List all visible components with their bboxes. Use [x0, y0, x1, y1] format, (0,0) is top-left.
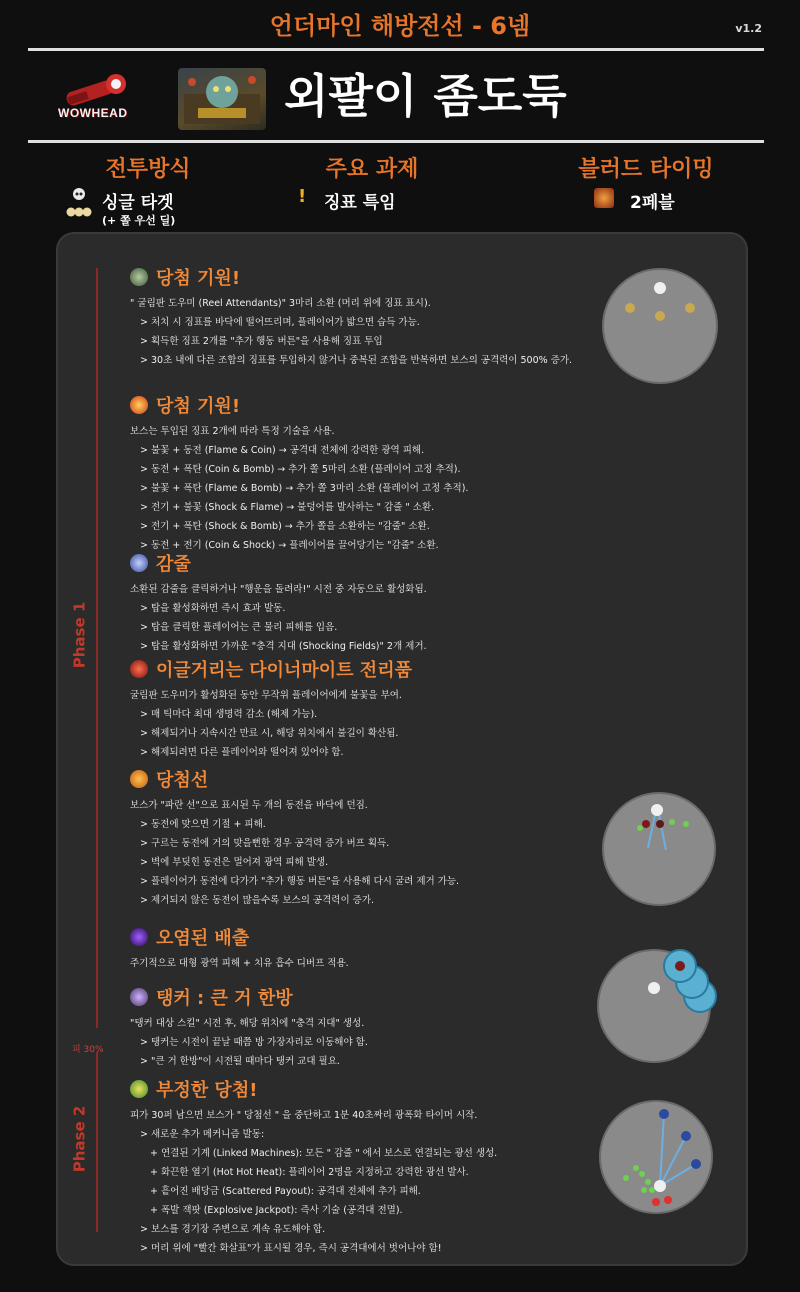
line: > 플레이어가 동전에 다가가 "추가 행동 버튼"을 사용해 다시 굴려 제거 가능. [140, 876, 460, 887]
section-rigged-jackpot [130, 1076, 497, 1258]
line: 소환된 감줄을 클릭하거나 "행운을 돌려라!" 시전 중 자동으로 활성화됨. [130, 584, 427, 595]
section-token-combos [130, 392, 468, 555]
line: > 동전 + 전기 (Coin & Shock) → 플레이어를 끌어당기는 "감줄" 소환. [140, 540, 439, 551]
boss-marker [648, 982, 660, 994]
attendant-marker [625, 303, 635, 313]
combat-style-value: 싱글 타겟 [102, 193, 174, 213]
line: > 머리 위에 "빨간 화살표"가 표시될 경우, 즉시 공격대에서 벗어나야 함! [140, 1243, 442, 1254]
line: > 해제되거나 지속시간 만료 시, 해당 위치에서 불길이 확산됨. [140, 728, 399, 739]
section-title: 이글거리는 다이너마이트 전리품 [156, 660, 412, 681]
line: > 보스를 경기장 주변으로 계속 유도해야 함. [140, 1224, 326, 1235]
attendant-marker [685, 303, 695, 313]
line: > 탑을 활성화하면 가까운 "충격 지대 (Shocking Fields)" 2개 제거. [140, 641, 427, 652]
boss-portrait [178, 68, 266, 130]
phase2-label: Phase 2 [70, 1105, 89, 1173]
blood-timing-heading: 블러드 타이밍 [578, 157, 714, 182]
header-divider [28, 140, 764, 143]
line: > 구르는 동전에 거의 맞을뻔한 경우 공격력 증가 버프 획득. [140, 838, 390, 849]
exhaust-icon [130, 928, 148, 946]
line: > 벽에 부딪힌 동전은 멀어져 광역 피해 발생. [140, 857, 329, 868]
section-title: 탱커 : 큰 거 한방 [156, 988, 293, 1009]
line: 피가 30퍼 남으면 보스가 " 당첨선 " 을 중단하고 1분 40초짜리 광폭화 타이머 시작. [130, 1110, 478, 1121]
line: + 화끈한 열기 (Hot Hot Heat): 플레이어 2명을 지정하고 강력한 광선 발사. [150, 1167, 469, 1178]
line: 주기적으로 대형 광역 피해 + 치유 흡수 디버프 적용. [130, 958, 349, 969]
jackpot-icon [130, 1080, 148, 1098]
line: + 폭발 잭팟 (Explosive Jackpot): 즉사 기술 (공격대 전멸). [150, 1205, 403, 1216]
line: > 불꽃 + 동전 (Flame & Coin) → 공격대 전체에 강력한 광역 피해. [140, 445, 425, 456]
coin-icon [130, 770, 148, 788]
bloodlust-icon [594, 188, 614, 208]
combat-style-heading: 전투방식 [105, 157, 191, 182]
coin-line-diagram [600, 790, 718, 908]
combat-style-subnote: (+ 쫄 우선 딜) [102, 214, 176, 227]
section-title: 당첨선 [156, 770, 209, 791]
section-title: 당첨 기원! [156, 396, 241, 417]
wowhead-logo [58, 72, 138, 126]
version-label: v1.2 [735, 22, 762, 35]
attendant-marker [655, 311, 665, 321]
line: + 흩어진 배당금 (Scattered Payout): 공격대 전체에 추가 피해. [150, 1186, 421, 1197]
section-tank-big-hit [130, 984, 368, 1071]
line: > 동전 + 폭탄 (Coin & Bomb) → 추가 쫄 5마리 소환 (플레이어 고정 추적). [140, 464, 461, 475]
reel-attendant-icon [130, 268, 148, 286]
line: > 해제되려면 다른 플레이어와 떨어져 있어야 함. [140, 747, 344, 758]
line: > 불꽃 + 폭탄 (Flame & Bomb) → 추가 쫄 3마리 소환 (플레이어 고정 추적). [140, 483, 469, 494]
reel-summon-diagram [600, 266, 720, 386]
exclamation-icon: ! [298, 186, 307, 207]
tank-hit-diagram [596, 946, 720, 1066]
section-dynamite-loot [130, 656, 412, 762]
line: > 30초 내에 다른 조합의 징표를 투입하지 않거나 중복된 조합을 반복하면 보스의 공격력이 500% 증가. [140, 355, 573, 366]
section-coin-line [130, 766, 459, 910]
top-divider [28, 48, 764, 51]
dynamite-icon [130, 660, 148, 678]
line: > 제거되지 않은 동전이 많을수록 보스의 공격력이 증가. [140, 895, 375, 906]
line: 굴림판 도우미가 활성화된 동안 무작위 플레이어에게 불꽃을 부여. [130, 690, 402, 701]
line: > 전기 + 폭탄 (Shock & Bomb) → 추가 쫄을 소환하는 "감줄" 소환. [140, 521, 430, 532]
section-title: 당첨 기원! [156, 268, 241, 289]
tank-hit-icon [130, 988, 148, 1006]
section-reel-summon [130, 264, 572, 370]
line: " 굴림판 도우미 (Reel Attendants)" 3마리 소환 (머리 위에 징표 표시). [130, 298, 431, 309]
section-foul-exhaust [130, 924, 349, 973]
line: "탱커 대상 스킬" 시전 후, 해당 위치에 "충격 지대" 생성. [130, 1018, 365, 1029]
line: > 동전에 맞으면 기절 + 피해. [140, 819, 266, 830]
phase2-line [96, 1052, 98, 1232]
section-title: 오염된 배출 [156, 928, 250, 949]
wowhead-logo-text: WOWHEAD [58, 106, 128, 120]
line: > 탑을 클릭한 플레이어는 큰 물리 피해를 입음. [140, 622, 338, 633]
top-title: 언더마인 해방전선 - 6넴 [269, 12, 531, 40]
line: > 전기 + 불꽃 (Shock & Flame) → 불덩어를 발사하는 " 감줄 " 소환. [140, 502, 435, 513]
flame-icon [130, 396, 148, 414]
blood-timing-value: 2페블 [630, 193, 675, 213]
line: > 매 틱마다 최대 생명력 감소 (해제 가능). [140, 709, 318, 720]
boss-marker [651, 804, 663, 816]
section-pylon [130, 550, 427, 656]
phase-transition-label: 피 30% [72, 1045, 104, 1055]
pylon-icon [130, 554, 148, 572]
line: > 처치 시 징표를 바닥에 떨어뜨리며, 플레이어가 밟으면 습득 가능. [140, 317, 420, 328]
rigged-jackpot-diagram [596, 1098, 720, 1216]
main-task-value: 징표 특임 [324, 193, 396, 213]
boss-marker [654, 282, 666, 294]
line: > 탑을 활성화하면 즉시 효과 발동. [140, 603, 286, 614]
line: > 탱커는 시전이 끝날 때쯤 방 가장자리로 이동해야 함. [140, 1037, 368, 1048]
main-task-heading: 주요 과제 [325, 157, 419, 182]
line: 보스가 "파란 선"으로 표시된 두 개의 동전을 바닥에 던짐. [130, 800, 368, 811]
skull-group-icon [66, 186, 92, 220]
phase1-label: Phase 1 [70, 601, 89, 669]
boss-marker [654, 1180, 666, 1192]
line: 보스는 투입된 징표 2개에 따라 특정 기술을 사용. [130, 426, 335, 437]
line: > 획득한 징표 2개를 "추가 행동 버튼"을 사용해 징표 투입 [140, 336, 383, 347]
line: + 연결된 기계 (Linked Machines): 모든 " 감줄 " 에서 보스로 연결되는 광선 생성. [150, 1148, 498, 1159]
section-title: 감줄 [156, 554, 191, 575]
line: > 새로운 추가 메커니즘 발동: [140, 1129, 265, 1140]
line: > "큰 거 한방"이 시전될 때마다 탱커 교대 필요. [140, 1056, 340, 1067]
phase1-line [96, 268, 98, 1028]
boss-name: 외팔이 좀도둑 [284, 69, 567, 123]
section-title: 부정한 당첨! [156, 1080, 258, 1101]
